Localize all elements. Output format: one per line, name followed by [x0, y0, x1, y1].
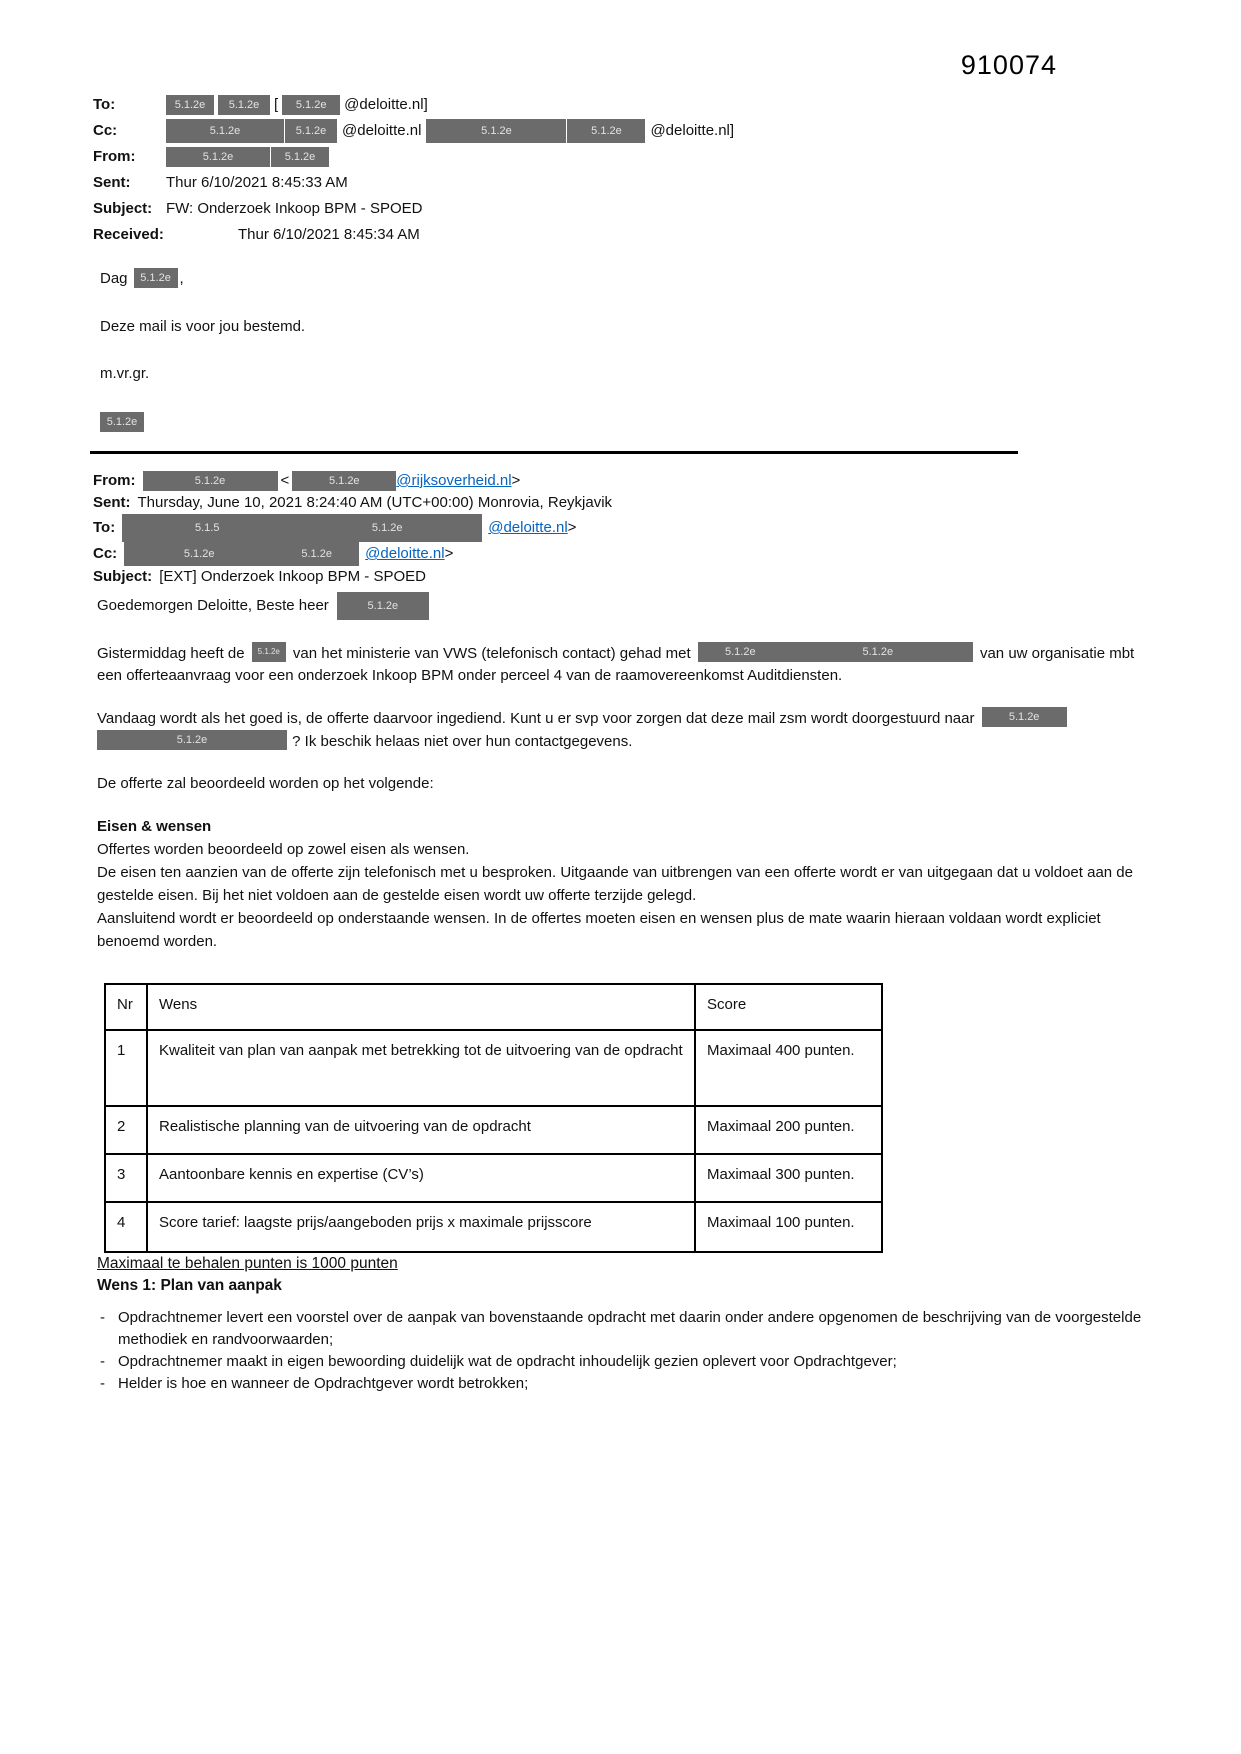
redaction-box: 5.1.2e [124, 542, 274, 566]
cell-wens: Realistische planning van de uitvoering van de opdracht [147, 1106, 695, 1154]
email1-subject-row [93, 196, 1093, 222]
greeting-text: Dag [100, 269, 128, 287]
cc-label: Cc: [93, 122, 118, 139]
redaction-box: 5.1.2e [567, 119, 645, 143]
bullet-marker: - [100, 1353, 105, 1370]
cell-score: Maximaal 100 punten. [695, 1202, 882, 1252]
email1-to-value [166, 92, 428, 118]
to-label: To: [93, 519, 116, 536]
paragraph-6: Aansluitend wordt er beoordeeld op onderstaande wensen. In de offertes moeten eisen en wensen plus de mate waarin hieraan voldaan wordt expliciet benoemd worden. [97, 910, 1101, 950]
redaction-box: 5.1.2e [134, 268, 178, 288]
subject-value: [EXT] Onderzoek Inkoop BPM - SPOED [159, 568, 426, 585]
received-value: Thur 6/10/2021 8:45:34 AM [238, 226, 420, 243]
redaction-box: 5.1.2e [426, 119, 566, 143]
from-label: From: [93, 472, 136, 489]
greeting-comma: , [179, 269, 184, 287]
angle-close: > [511, 472, 521, 489]
email2-greeting [97, 592, 1145, 620]
redaction-box: 5.1.2e [274, 542, 359, 566]
bullet-text: Opdrachtnemer maakt in eigen bewoording duidelijk wat de opdracht inhoudelijk gezien oplevert voor Opdrachtgever; [118, 1353, 897, 1370]
paragraph-2 [97, 707, 1145, 753]
bullet-marker: - [100, 1375, 105, 1392]
col-header-nr: Nr [105, 984, 147, 1030]
angle-close: > [444, 545, 454, 562]
greeting-text: Goedemorgen Deloitte, Beste heer [97, 597, 329, 614]
wens1-heading: Wens 1: Plan van aanpak [97, 1277, 282, 1294]
redaction-box: 5.1.5 [122, 514, 292, 542]
redaction-box: 5.1.2e [166, 147, 270, 167]
angle-close: > [567, 519, 577, 536]
redaction-box: 5.1.2e [783, 642, 973, 662]
table-row [105, 1030, 882, 1106]
redaction-box: 5.1.2e [282, 95, 340, 115]
redaction-box: 5.1.2e [143, 471, 278, 491]
subject-label: Subject: [93, 568, 153, 585]
paragraph-text: Vandaag wordt als het goed is, de offerte daarvoor ingediend. Kunt u er svp voor zorgen dat deze mail zsm wordt doorgestuurd naar [97, 710, 979, 727]
body1-line: Deze mail is voor jou bestemd. [100, 318, 306, 335]
cell-score: Maximaal 400 punten. [695, 1030, 882, 1106]
bullet-marker: - [100, 1309, 105, 1326]
wens1-bullet-list [100, 1307, 1145, 1395]
list-item [100, 1373, 1145, 1395]
sent-value: Thur 6/10/2021 8:45:33 AM [166, 174, 348, 191]
sent-value: Thursday, June 10, 2021 8:24:40 AM (UTC+00:00) Monrovia, Reykjavik [137, 494, 613, 511]
col-header-score: Score [695, 984, 882, 1030]
redaction-box: 5.1.2e [698, 642, 783, 662]
email1-received-row [93, 222, 1093, 248]
bullet-text: Opdrachtnemer levert een voorstel over de aanpak van bovenstaande opdracht met daarin onder andere opgenomen de beschrijving van de voorgestelde methodiek en randvoorwaarden; [118, 1309, 1142, 1348]
email1-sent-row [93, 170, 1093, 196]
email1-from-value [166, 147, 329, 167]
paragraph-3: De offerte zal beoordeeld worden op het volgende: [97, 775, 434, 792]
table-row [105, 1106, 882, 1154]
eisen-wensen-heading: Eisen & wensen [97, 818, 212, 835]
redaction-box: 5.1.2e [166, 95, 214, 115]
table-header-row [105, 984, 882, 1030]
cell-nr: 3 [105, 1154, 147, 1202]
received-label: Received: [93, 226, 164, 243]
redaction-box: 5.1.2e [100, 412, 144, 432]
cell-nr: 4 [105, 1202, 147, 1252]
email1-cc-row [93, 118, 1093, 144]
cell-wens: Kwaliteit van plan van aanpak met betrekking tot de uitvoering van de opdracht [147, 1030, 695, 1106]
redaction-box: 5.1.2e [285, 119, 337, 143]
sent-label: Sent: [93, 494, 131, 511]
paragraph-text: ? Ik beschik helaas niet over hun contactgegevens. [288, 733, 633, 750]
email2-sent-row [93, 492, 1173, 514]
email1-cc-value [166, 118, 738, 144]
max-points-note: Maximaal te behalen punten is 1000 punten [97, 1255, 398, 1272]
cc-label: Cc: [93, 545, 118, 562]
email2-subject-row [93, 566, 1173, 588]
email2-from-row [93, 470, 1173, 492]
deloitte-link[interactable]: @deloitte.nl [365, 545, 445, 562]
to-label: To: [93, 96, 116, 113]
email2-body [97, 592, 1145, 1395]
deloitte-link[interactable]: @deloitte.nl [488, 519, 568, 536]
score-table [104, 983, 883, 1253]
redaction-box: 5.1.2e [292, 514, 482, 542]
document-number: 910074 [960, 50, 1057, 80]
cell-wens: Score tarief: laagste prijs/aangeboden prijs x maximale prijsscore [147, 1202, 695, 1252]
paragraph-text: Gistermiddag heeft de [97, 645, 249, 662]
email1-header [93, 92, 1093, 248]
redaction-box: 5.1.2e [337, 592, 429, 620]
email1-to-row [93, 92, 1093, 118]
redaction-box: 5.1.2e [982, 707, 1067, 727]
email1-from-row [93, 144, 1093, 170]
sent-label: Sent: [93, 174, 131, 191]
cell-nr: 2 [105, 1106, 147, 1154]
from-label: From: [93, 148, 136, 165]
to-domain-text: @deloitte.nl] [344, 96, 428, 113]
paragraph-4: Offertes worden beoordeeld op zowel eisen als wensen. [97, 841, 470, 858]
email2-to-row [93, 514, 1173, 542]
redaction-box: 5.1.2e [166, 119, 284, 143]
redaction-box: 5.1.2e [271, 147, 329, 167]
cell-score: Maximaal 300 punten. [695, 1154, 882, 1202]
redaction-box: 5.1.2e [252, 642, 286, 662]
paragraph-5: De eisen ten aanzien van de offerte zijn telefonisch met u besproken. Uitgaande van uitbrengen van een offerte wordt er van uitgegaan dat u voldoet aan de gestelde eisen. Bij het niet voldoen aan de gestelde eisen wordt uw offerte terzijde gelegd. [97, 864, 1133, 904]
redaction-box: 5.1.2e [218, 95, 270, 115]
table-row [105, 1202, 882, 1252]
redaction-box: 5.1.2e [97, 730, 287, 750]
email2-cc-row [93, 542, 1173, 566]
email1-body [100, 268, 1000, 432]
col-header-wens: Wens [147, 984, 695, 1030]
signature-line [100, 412, 1000, 432]
email2-header [93, 470, 1173, 588]
separator-rule [90, 451, 1018, 454]
cell-wens: Aantoonbare kennis en expertise (CV’s) [147, 1154, 695, 1202]
subject-value: FW: Onderzoek Inkoop BPM - SPOED [166, 200, 423, 217]
body1-closing: m.vr.gr. [100, 365, 150, 382]
angle-open: < [280, 472, 290, 489]
table-row [105, 1154, 882, 1202]
redaction-box: 5.1.2e [292, 471, 396, 491]
cell-score: Maximaal 200 punten. [695, 1106, 882, 1154]
greeting-line [100, 268, 1000, 288]
paragraph-text: van uw organisatie mbt een offerteaanvraag voor een onderzoek Inkoop BPM onder perceel 4 van de raamovereenkomst Auditdiensten. [97, 645, 1135, 684]
cc-domain-text: @deloitte.nl] [650, 122, 735, 139]
rijksoverheid-link[interactable]: @rijksoverheid.nl [396, 472, 512, 489]
subject-label: Subject: [93, 200, 153, 217]
list-item [100, 1307, 1145, 1351]
paragraph-1 [97, 642, 1145, 687]
bracket-text: [ [274, 96, 279, 113]
cc-domain-text: @deloitte.nl [342, 122, 422, 139]
paragraph-text: van het ministerie van VWS (telefonisch contact) gehad met [288, 645, 695, 662]
cell-nr: 1 [105, 1030, 147, 1106]
bullet-text: Helder is hoe en wanneer de Opdrachtgever wordt betrokken; [118, 1375, 529, 1392]
list-item [100, 1351, 1145, 1373]
